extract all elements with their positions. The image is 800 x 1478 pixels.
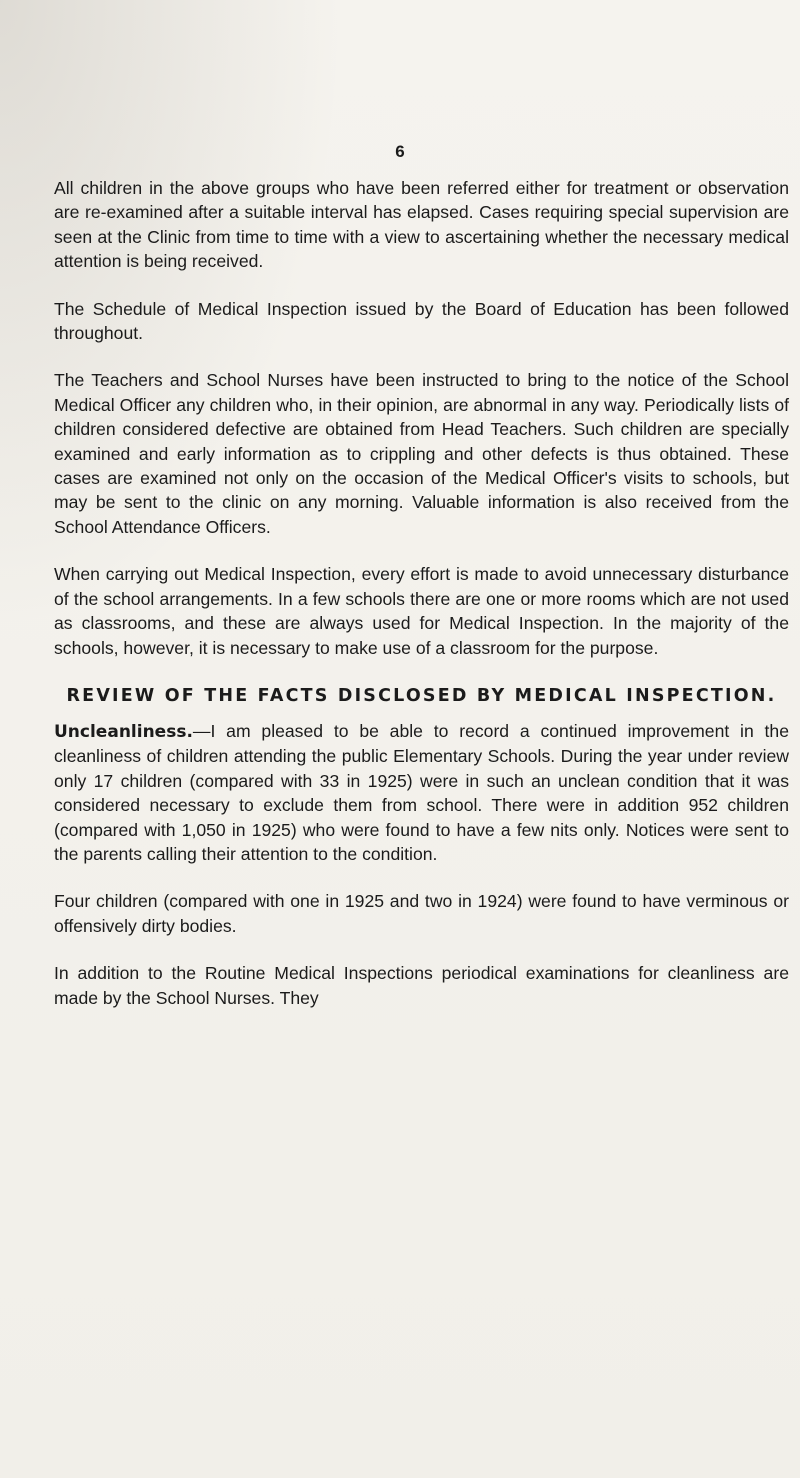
paragraph-uncleanliness: [54, 719, 789, 866]
paragraph-inspection-arrangements: When carrying out Medical Inspection, every effort is made to avoid unnecessary disturbance of the school arrangements. In a few schools there are one or more rooms which are not used as classrooms, and these are always used for Medical Inspection. In the majority of the schools, however, it is necessary to make use of a classroom for the purpose.: [54, 564, 789, 658]
section-heading: REVIEW OF THE FACTS DISCLOSED BY MEDICAL INSPECTION.: [66, 685, 777, 706]
run-in-title: Uncleanliness.: [54, 721, 193, 742]
paragraph-re-examination: All children in the above groups who have been referred either for treatment or observation are re-examined after a suitable interval has elapsed. Cases requiring special supervision are seen at the Clinic from time to time with a view to ascertaining whether the necessary medical attention is being received.: [54, 178, 789, 272]
page-number: 6: [395, 142, 405, 161]
paragraph-teachers-nurses: The Teachers and School Nurses have been instructed to bring to the notice of the School Medical Officer any children who, in their opinion, are abnormal in any way. Periodically lists of children considered defective are obtained from Head Teachers. Such children are specially examined and early information as to crippling and other defects is thus obtained. These cases are examined not only on the occasion of the Medical Officer's visits to schools, but may be sent to the clinic on any morning. Valuable information is also received from the School Attendance Officers.: [54, 370, 789, 537]
paragraph-verminous: Four children (compared with one in 1925 and two in 1924) were found to have verminous or offensively dirty bodies.: [54, 891, 789, 936]
body-text: [54, 176, 789, 1033]
paragraph-schedule: The Schedule of Medical Inspection issued by the Board of Education has been followed throughout.: [54, 298, 789, 344]
paragraph-uncleanliness-text: —I am pleased to be able to record a continued improvement in the cleanliness of children attending the public Elementary Schools. During the year under review only 17 children (compared with 33 in 1925) were in such an unclean condition that it was considered necessary to exclude them from school. There were in addition 952 children (compared with 1,050 in 1925) who were found to have a few nits only. Notices were sent to the parents calling their attention to the condition.: [54, 720, 789, 864]
paragraph-periodical-examinations: In addition to the Routine Medical Inspections periodical examinations for cleanliness are made by the School Nurses. They: [54, 963, 789, 1008]
